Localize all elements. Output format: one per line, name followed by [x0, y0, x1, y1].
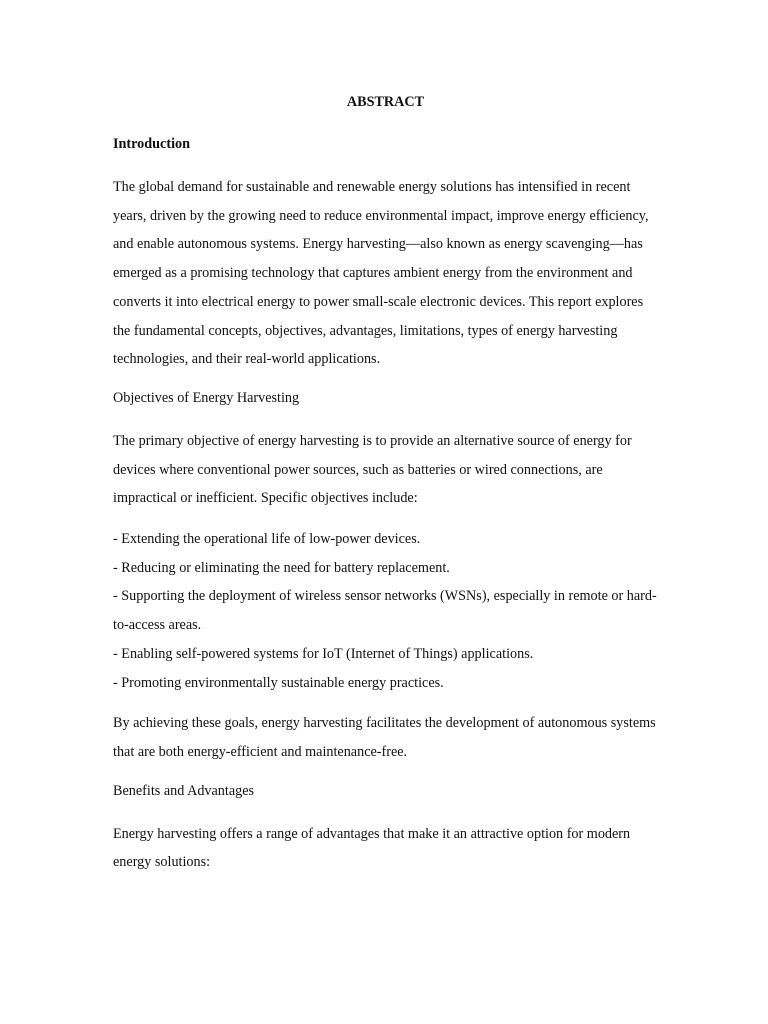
benefits-paragraph: Energy harvesting offers a range of advantages that make it an attractive option for modern energy solutions:: [113, 825, 631, 871]
introduction-paragraph: The global demand for sustainable and renewable energy solutions has intensified in recent years, driven by the growing need to reduce environmental impact, improve energy efficiency, and enable autonomous systems. Energy harvesting—also known as energy scavenging—has emerged as a promising technology that captures ambient energy from the environment and converts it into electrical energy to power small-scale electronic devices. This report explores the fundamental concepts, objectives, advantages, limitations, types of energy harvesting technologies, and their real-world applications.: [113, 179, 649, 368]
introduction-heading: Introduction: [113, 136, 190, 152]
objectives-paragraph: The primary objective of energy harvesting is to provide an alternative source of energy for devices where conventional power sources, such as batteries or wired connections, are impractical or inefficient. Specific objectives include:: [113, 432, 632, 507]
list-item: - Enabling self-powered systems for IoT (Internet of Things) applications.: [113, 645, 534, 662]
list-item: - Extending the operational life of low-power devices.: [113, 531, 421, 548]
objectives-list: [113, 525, 658, 697]
document-title: ABSTRACT: [346, 94, 425, 110]
list-item: - Promoting environmentally sustainable energy practices.: [113, 674, 444, 691]
list-item: - Reducing or eliminating the need for battery replacement.: [113, 559, 450, 576]
document-content: [113, 90, 658, 889]
objectives-heading: Objectives of Energy Harvesting: [113, 389, 300, 406]
objectives-conclusion: By achieving these goals, energy harvesting facilitates the development of autonomous systems that are both energy-efficient and maintenance-free.: [113, 715, 656, 760]
list-item: - Supporting the deployment of wireless sensor networks (WSNs), especially in remote or hard-to-access areas.: [113, 588, 657, 634]
benefits-heading: Benefits and Advantages: [113, 782, 255, 799]
